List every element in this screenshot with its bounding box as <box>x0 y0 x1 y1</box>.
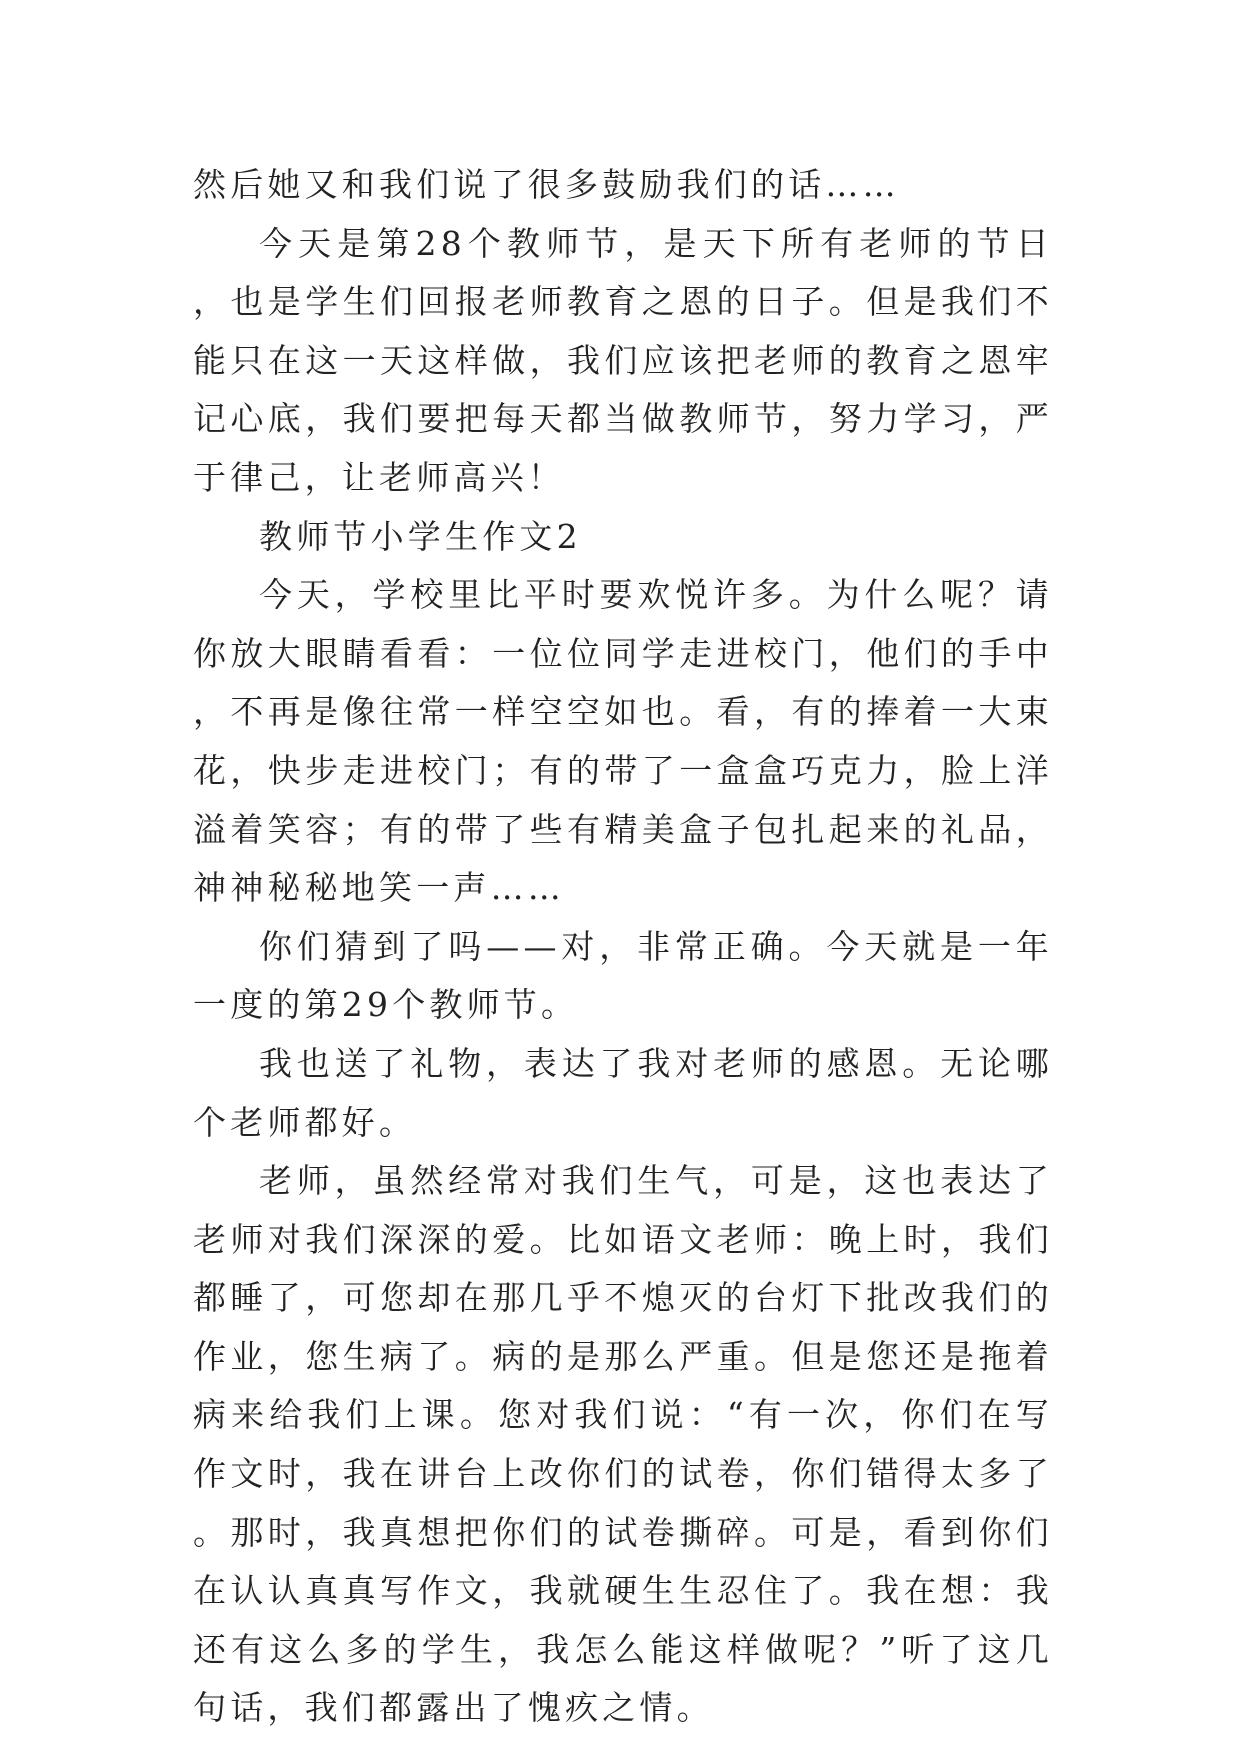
paragraph-teacher-love: 老师，虽然经常对我们生气，可是，这也表达了老师对我们深深的爱。比如语文老师：晚上时，我们都睡了，可您却在那几乎不熄灭的台灯下批改我们的作业，您生病了。病的是那么严重。但是您还是拖着病来给我们上课。您对我们说：“有一次，你们在写作文时，我在讲台上改你们的试卷，你们错得太多了。那时，我真想把你们的试卷撕碎。可是，看到你们在认认真真写作文，我就硬生生忍住了。我在想：我还有这么多的学生，我怎么能这样做呢？”听了这几句话，我们都露出了愧疚之情。 <box>193 1161 1053 1728</box>
paragraph-school-joy: 今天，学校里比平时要欢悦许多。为什么呢？请你放大眼睛看看：一位位同学走进校门，他们的手中，不再是像往常一样空空如也。看，有的捧着一大束花，快步走进校门；有的带了一盒盒巧克力，脸上洋溢着笑容；有的带了些有精美盒子包扎起来的礼品，神神秘秘地笑一声…… <box>193 575 1053 908</box>
paragraph-gift: 我也送了礼物，表达了我对老师的感恩。无论哪个老师都好。 <box>193 1043 1053 1142</box>
paragraph-teachers-day-28: 今天是第28个教师节，是天下所有老师的节日，也是学生们回报老师教育之恩的日子。但是我们不能只在这一天这样做，我们应该把老师的教育之恩牢记心底，我们要把每天都当做教师节，努力学习，严于律己，让老师高兴！ <box>193 223 1053 497</box>
paragraph-guess: 你们猜到了吗——对，非常正确。今天就是一年一度的第29个教师节。 <box>193 926 1053 1025</box>
essay-title: 教师节小学生作文2 <box>259 516 582 556</box>
document-page <box>193 156 1053 1738</box>
paragraph-continuation: 然后她又和我们说了很多鼓励我们的话…… <box>193 165 900 204</box>
